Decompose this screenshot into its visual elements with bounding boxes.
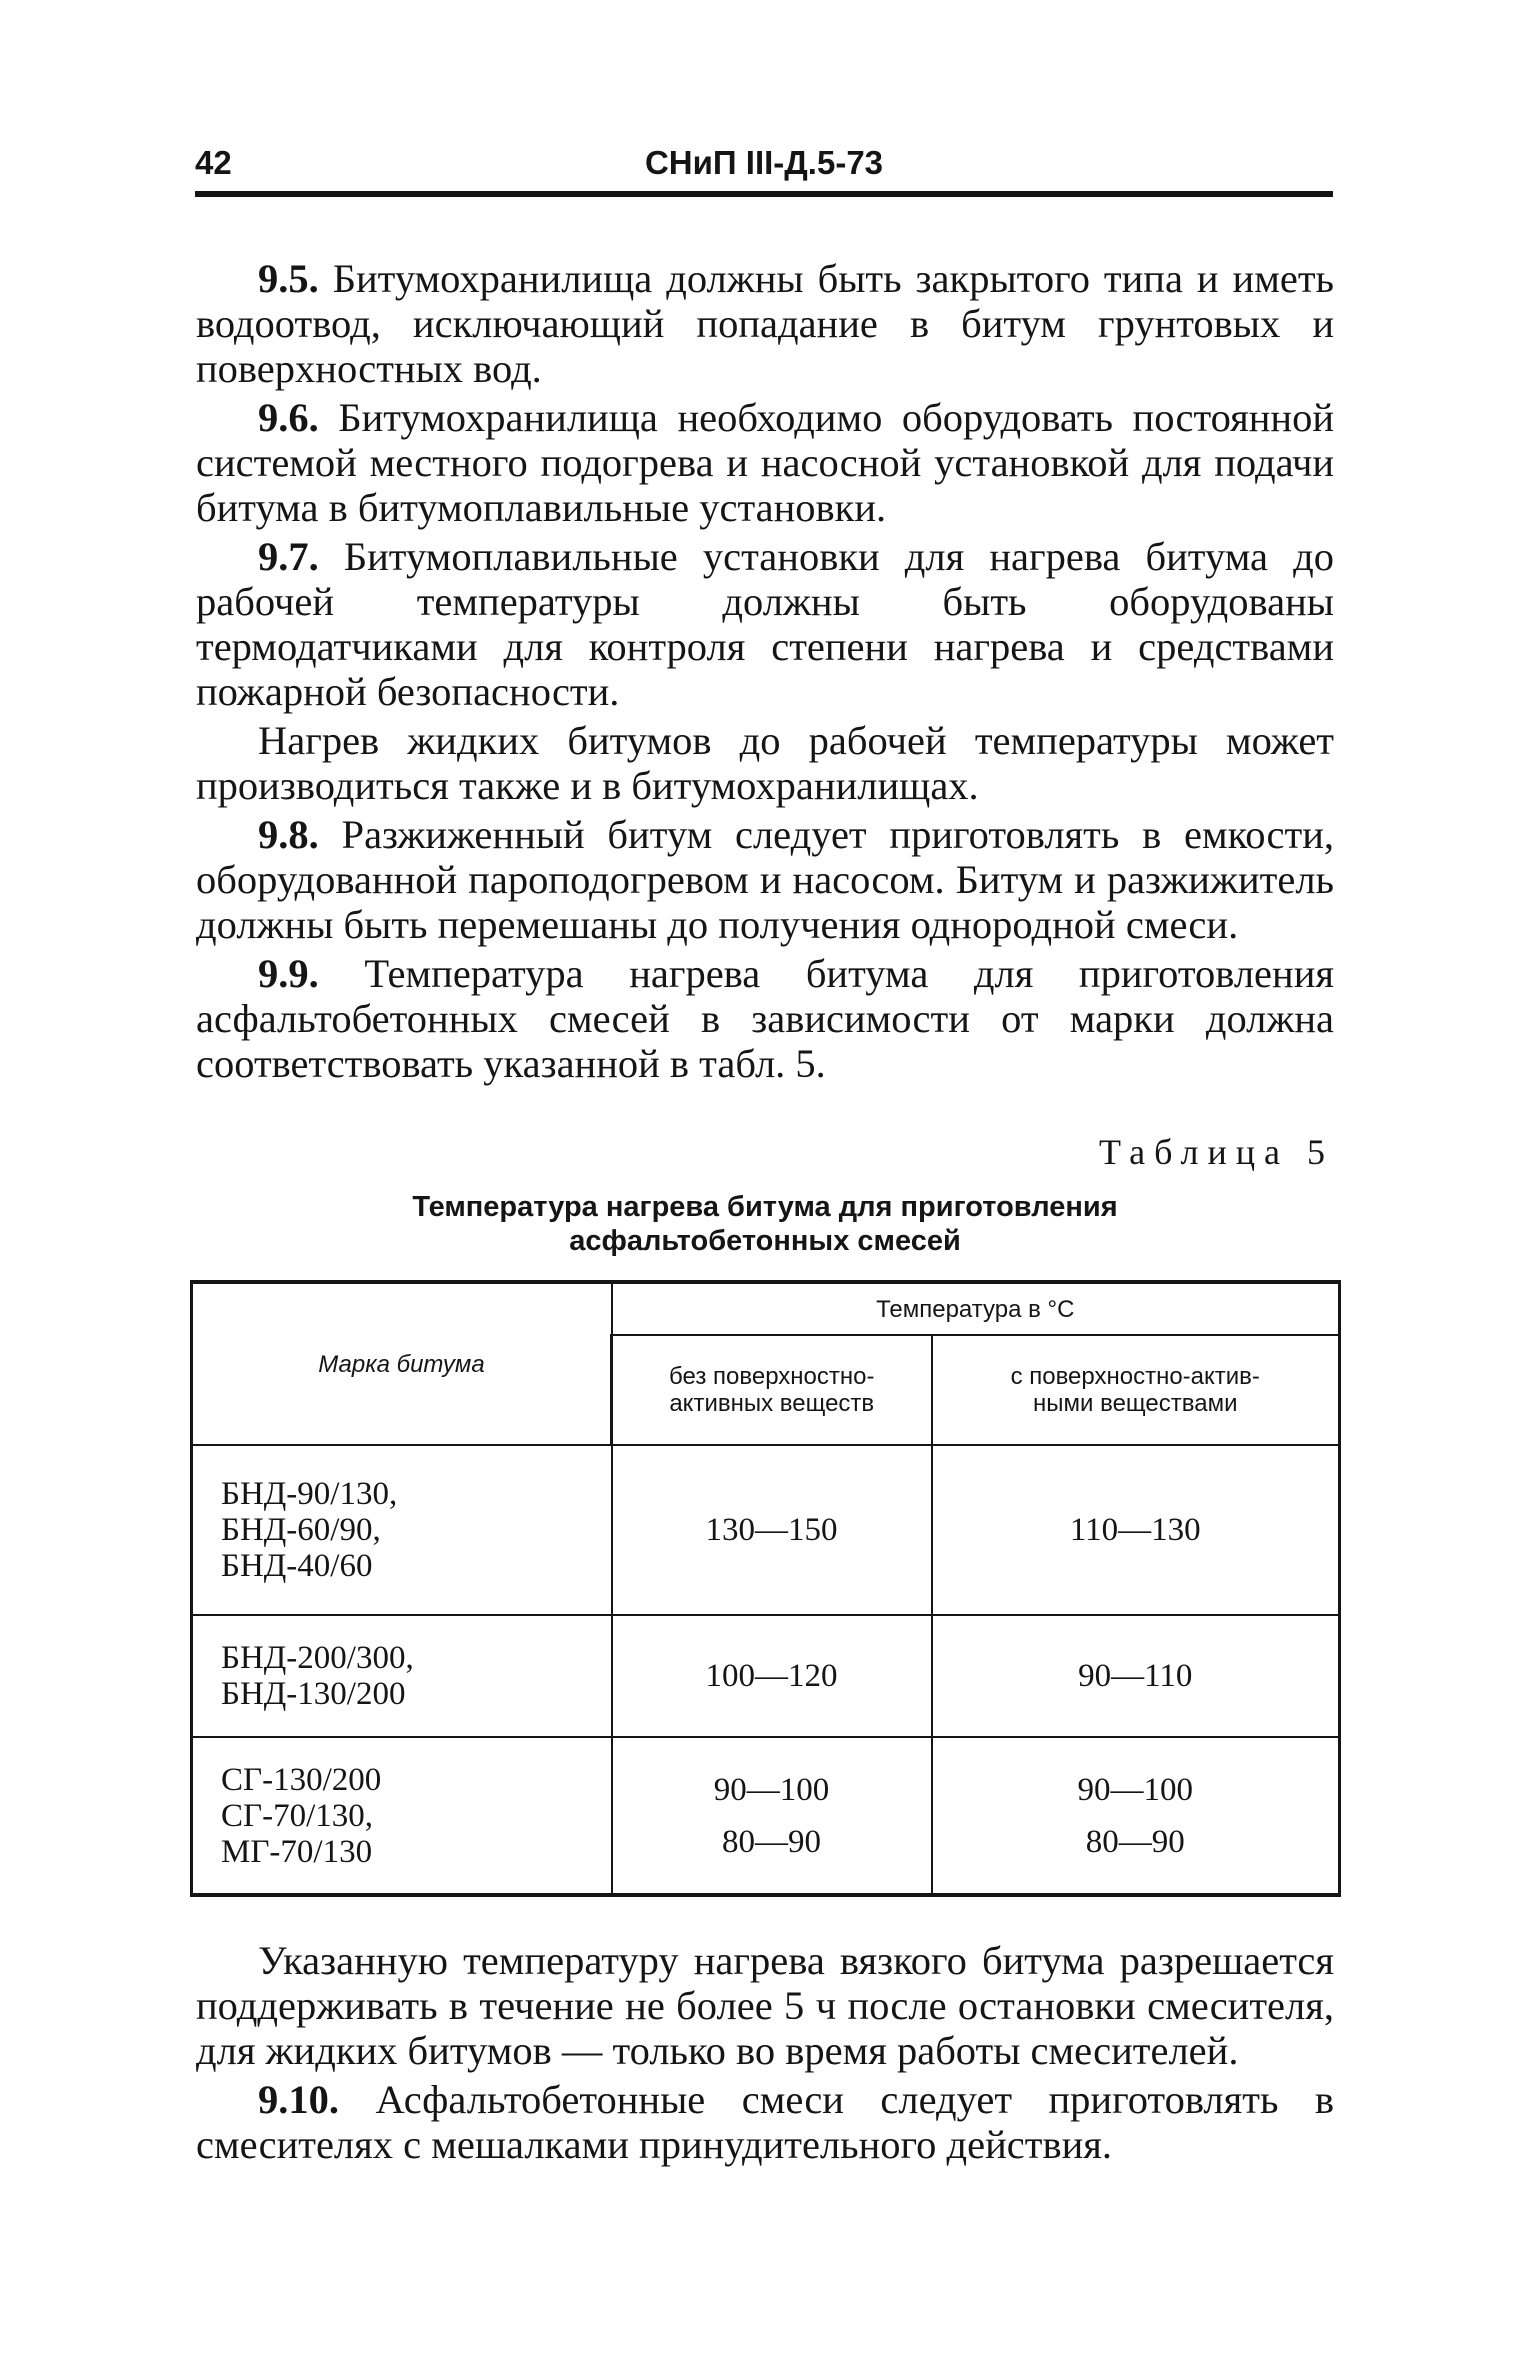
header-line: ными веществами [1033, 1390, 1238, 1417]
paragraph-number: 9.5. [258, 256, 319, 301]
paragraph-text: Разжиженный битум следует приготовлять в емкости, оборудованной пароподогревом и насосом. Битум и разжижитель должны быть перемешаны до получения однородной смеси. [196, 812, 1334, 947]
column-header-brand: Марка битума [192, 1282, 612, 1445]
temperature-range: 100—120 [705, 1658, 838, 1694]
table-caption [196, 1190, 1334, 1258]
paragraph-9-5 [196, 256, 1334, 391]
paragraph-number: 9.7. [258, 534, 319, 579]
paragraph-9-7 [196, 534, 1334, 714]
temp-without-surfactants [612, 1737, 932, 1895]
paragraph-9-9 [196, 951, 1334, 1086]
column-header-temperature: Температура в °С [612, 1282, 1340, 1335]
paragraph-temperature-maintenance [196, 1938, 1334, 2073]
paragraph-9-10 [196, 2077, 1334, 2167]
temperature-table [190, 1280, 1341, 1897]
bitumen-brand: МГ-70/130 [221, 1833, 373, 1870]
header-line: с поверхностно-актив- [1010, 1363, 1260, 1390]
paragraph-number: 9.6. [258, 395, 319, 440]
temp-without-surfactants [612, 1615, 932, 1737]
temp-with-surfactants [932, 1737, 1340, 1895]
column-header-without-surfactants [612, 1335, 932, 1445]
paragraph-text: Указанную температуру нагрева вязкого битума разрешается поддерживать в течение не более 5 ч после остановки смесителя, для жидких битумов — только во время работы смесителей. [196, 1938, 1334, 2073]
header-rule [195, 191, 1333, 197]
bitumen-brand-cell [192, 1615, 612, 1737]
bitumen-brand: БНД-60/90, [221, 1512, 381, 1548]
bitumen-brand: БНД-40/60 [221, 1548, 373, 1584]
column-header-with-surfactants [932, 1335, 1340, 1445]
bitumen-brand: БНД-130/200 [221, 1676, 406, 1712]
intro-section [196, 256, 1334, 1086]
temperature-range: 90—110 [1078, 1658, 1193, 1694]
paragraph-number: 9.8. [258, 812, 319, 857]
bitumen-brand: БНД-200/300, [221, 1640, 414, 1676]
header-line: активных веществ [669, 1390, 875, 1417]
outro-section [196, 1938, 1334, 2167]
paragraph-9-6 [196, 395, 1334, 530]
paragraph-text: Асфальтобетонные смеси следует приготовлять в смесителях с мешалками принудительного действия. [196, 2077, 1335, 2167]
page-number: 42 [195, 144, 232, 181]
temp-without-surfactants [612, 1445, 932, 1615]
paragraph-9-8 [196, 812, 1334, 947]
bitumen-brand: БНД-90/130, [221, 1476, 398, 1512]
paragraph-text: Нагрев жидких битумов до рабочей температуры может производиться также и в битумохранилищах. [196, 718, 1334, 808]
table-caption-line: Температура нагрева битума для приготовления [412, 1191, 1118, 1223]
paragraph-text: Битумохранилища необходимо оборудовать постоянной системой местного подогрева и насосной установкой для подачи битума в битумоплавильные установки. [196, 395, 1335, 530]
table-row [192, 1737, 1340, 1895]
table-row [192, 1445, 1340, 1615]
bitumen-brand: СГ-70/130, [221, 1797, 373, 1834]
temperature-range: 110—130 [1069, 1512, 1201, 1548]
paragraph-text: Битумохранилища должны быть закрытого типа и иметь водоотвод, исключающий попадание в битум грунтовых и поверхностных вод. [196, 256, 1334, 391]
bitumen-brand: СГ-130/200 [221, 1761, 382, 1798]
table-row [192, 1615, 1340, 1737]
paragraph-number: 9.9. [258, 951, 319, 996]
paragraph-text: Температура нагрева битума для приготовления асфальтобетонных смесей в зависимости от марки должна соответствовать указанной в табл. 5. [196, 951, 1335, 1086]
temperature-range: 80—90 [1085, 1823, 1185, 1860]
bitumen-brand-cell [192, 1737, 612, 1895]
paragraph-text: Битумоплавильные установки для нагрева битума до рабочей температуры должны быть оборудованы термодатчиками для контроля степени нагрева и средствами пожарной безопасности. [196, 534, 1334, 714]
temperature-range: 130—150 [705, 1512, 838, 1548]
header-line: без поверхностно- [669, 1363, 875, 1390]
paragraph-number: 9.10. [258, 2077, 339, 2122]
temperature-range: 80—90 [722, 1823, 821, 1860]
paragraph-heating-note [196, 718, 1334, 808]
bitumen-brand-cell [192, 1445, 612, 1615]
document-code: СНиП III-Д.5-73 [644, 144, 884, 181]
temperature-range: 90—100 [713, 1771, 830, 1808]
table-caption-line: асфальтобетонных смесей [569, 1225, 961, 1257]
page-header [195, 138, 1333, 190]
table-label: Таблица 5 [1099, 1132, 1334, 1172]
temp-with-surfactants [932, 1615, 1340, 1737]
temperature-range: 90—100 [1077, 1771, 1193, 1808]
temp-with-surfactants [932, 1445, 1340, 1615]
